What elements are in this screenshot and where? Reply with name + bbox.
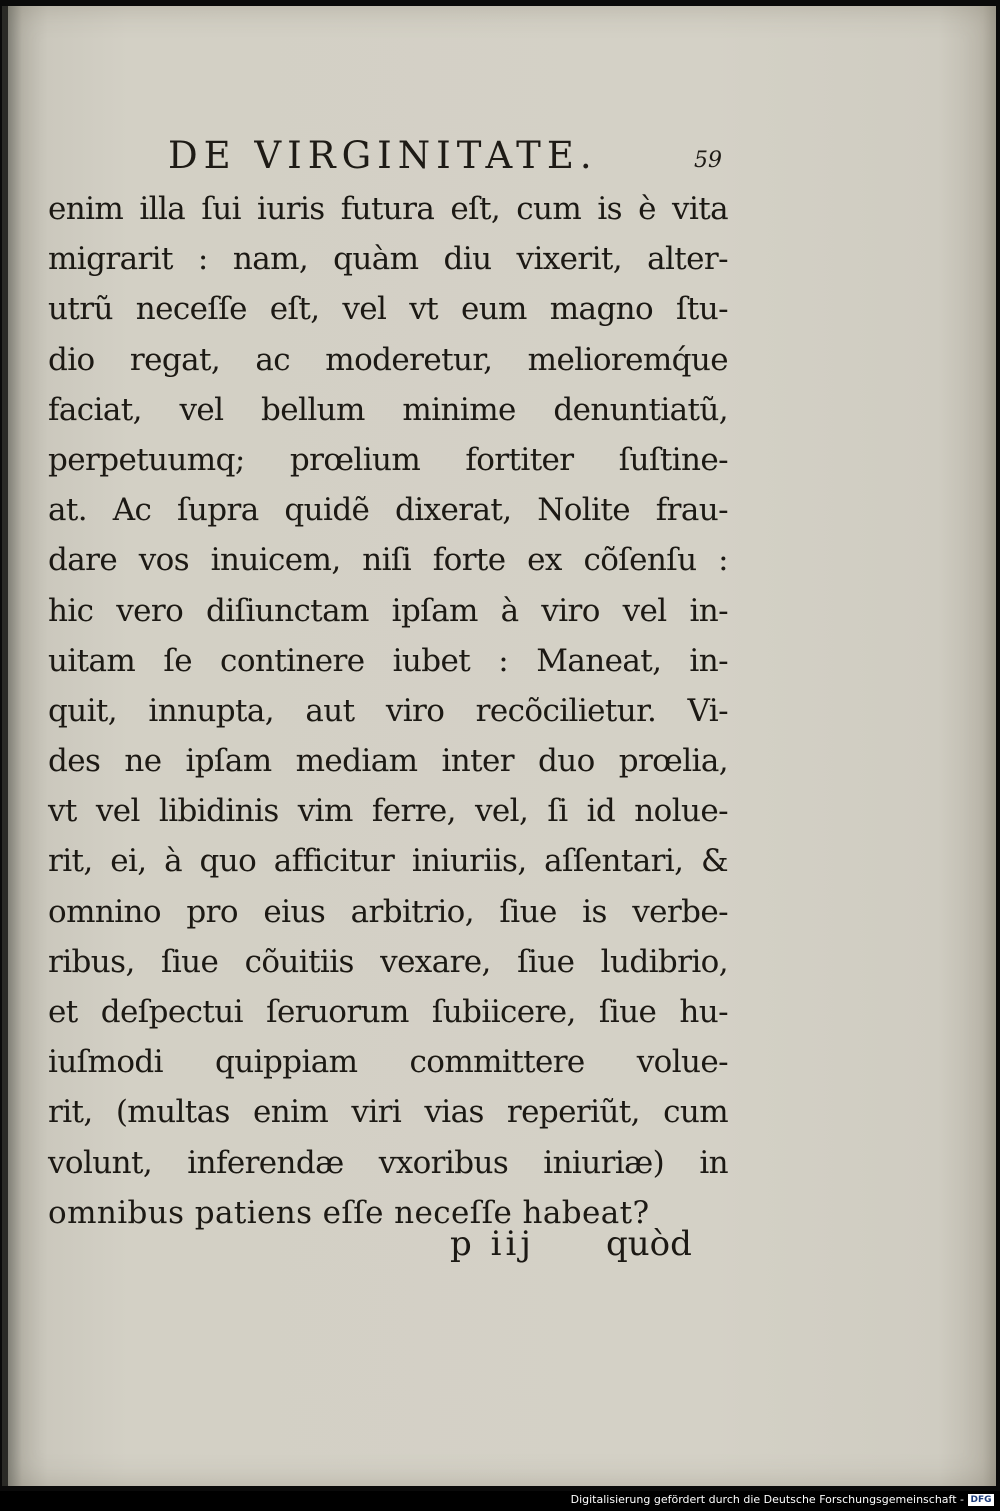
text-line: omnino pro eius arbitrio, ſiue is verbe- bbox=[48, 893, 728, 930]
text-line: uitam ſe continere iubet : Maneat, in- bbox=[48, 642, 728, 679]
signature-mark: p iij bbox=[450, 1224, 535, 1264]
funding-credit: Digitalisierung gefördert durch die Deutsche Forschungsgemeinschaft - bbox=[570, 1493, 964, 1506]
text-line: dare vos inuicem, niſi forte ex cõſenſu : bbox=[48, 542, 728, 579]
page-number: 59 bbox=[694, 148, 722, 173]
page-left-edge bbox=[2, 6, 8, 1486]
text-line: vt vel libidinis vim ferre, vel, ſi id nolue- bbox=[48, 793, 728, 830]
text-line: enim illa ſui iuris futura eſt, cum is è vita bbox=[48, 191, 728, 227]
text-line: at. Ac ſupra quidẽ dixerat, Nolite frau- bbox=[48, 492, 728, 529]
text-line: migrarit : nam, quàm diu vixerit, alter- bbox=[48, 241, 728, 278]
text-line: hic vero diſiunctam ipſam à viro vel in- bbox=[48, 592, 728, 629]
text-line: des ne ipſam mediam inter duo prœlia, bbox=[48, 743, 728, 780]
body-text bbox=[48, 184, 728, 1238]
text-line: utrũ neceſſe eſt, vel vt eum magno ſtu- bbox=[48, 291, 728, 328]
dfg-logo: DFG bbox=[968, 1494, 994, 1506]
text-line: perpetuumq; prœlium fortiter ſuſtine- bbox=[48, 441, 728, 478]
running-head: DE VIRGINITATE. bbox=[168, 134, 598, 177]
text-line: quit, innupta, aut viro recõcilietur. Vi- bbox=[48, 692, 728, 729]
catchword: quòd bbox=[606, 1224, 692, 1264]
book-page bbox=[8, 6, 996, 1486]
text-line: et deſpectui ſeruorum ſubiicere, ſiue hu- bbox=[48, 994, 728, 1030]
text-line: iuſmodi quippiam committere volue- bbox=[48, 1044, 728, 1081]
text-line: omnibus patiens eſſe neceſſe habeat? bbox=[48, 1194, 650, 1231]
text-line: dio regat, ac moderetur, melioremq́ue bbox=[48, 341, 728, 378]
text-line: rit, ei, à quo afficitur iniuriis, aſſentari, & bbox=[48, 843, 728, 880]
text-line: ribus, ſiue cõuitiis vexare, ſiue ludibrio, bbox=[48, 943, 728, 980]
text-line: rit, (multas enim viri vias reperiũt, cum bbox=[48, 1094, 728, 1131]
text-line: faciat, vel bellum minime denuntiatũ, bbox=[48, 391, 728, 428]
text-line: volunt, inferendæ vxoribus iniuriæ) in bbox=[48, 1144, 728, 1181]
footer-bar bbox=[0, 1491, 1000, 1511]
